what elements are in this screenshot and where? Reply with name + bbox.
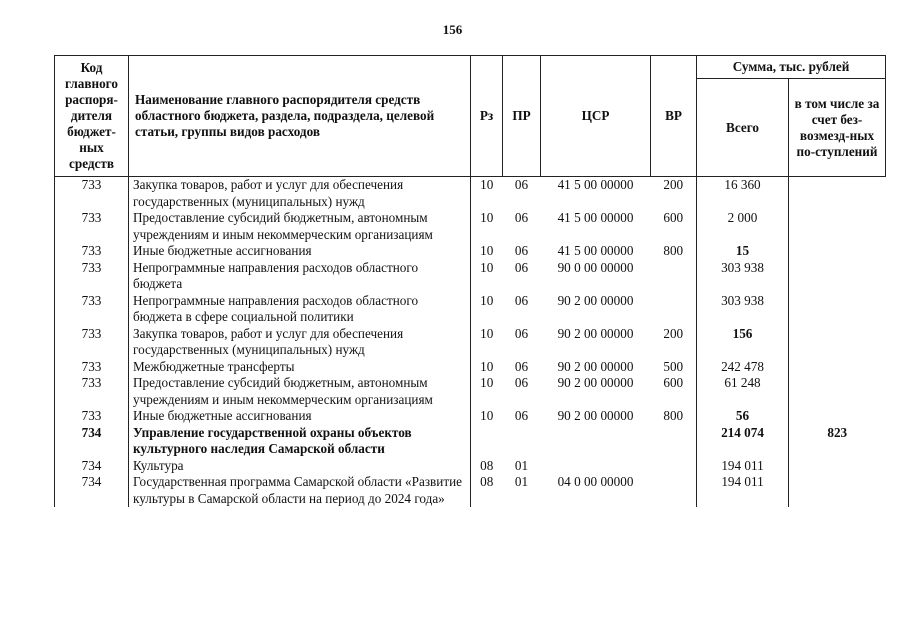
cell-vr: 800 bbox=[663, 408, 684, 423]
cell-free bbox=[789, 458, 886, 475]
table-row bbox=[55, 293, 886, 326]
cell-rz bbox=[471, 425, 503, 458]
cell-pr: 06 bbox=[514, 325, 529, 341]
table-row bbox=[55, 326, 886, 359]
cell-csr: 90 2 00 00000 bbox=[557, 325, 634, 341]
cell-csr: 90 2 00 00000 bbox=[557, 375, 634, 390]
cell-pr: 06 bbox=[514, 408, 529, 423]
cell-free bbox=[789, 359, 886, 376]
cell-csr: 41 5 00 00000 bbox=[557, 243, 634, 258]
cell-free bbox=[789, 260, 886, 293]
cell-vr bbox=[651, 474, 697, 507]
cell-name: Иные бюджетные ассигнования bbox=[129, 243, 471, 260]
cell-total: 16 360 bbox=[697, 177, 789, 211]
cell-free bbox=[789, 326, 886, 359]
cell-free: 823 bbox=[827, 424, 848, 440]
cell-vr: 500 bbox=[663, 358, 684, 374]
table-header bbox=[55, 56, 886, 177]
cell-pr: 06 bbox=[514, 243, 529, 258]
cell-rz: 08 bbox=[480, 457, 494, 473]
cell-code: 733 bbox=[55, 260, 129, 293]
table-row bbox=[55, 458, 886, 475]
cell-free bbox=[789, 408, 886, 425]
cell-vr bbox=[651, 425, 697, 458]
cell-pr: 06 bbox=[514, 292, 529, 308]
cell-vr: 200 bbox=[663, 325, 684, 341]
header-vr: ВР bbox=[651, 56, 697, 177]
cell-csr bbox=[541, 425, 651, 458]
cell-free bbox=[789, 177, 886, 211]
cell-name: Иные бюджетные ассигнования bbox=[129, 408, 471, 425]
cell-code: 734 bbox=[55, 458, 129, 475]
header-sum: Сумма, тыс. рублей bbox=[697, 56, 886, 79]
cell-name: Государственная программа Самарской области «Развитие культуры в Самарской области на период до 2024 года» bbox=[129, 474, 471, 507]
header-rz: Рз bbox=[471, 56, 503, 177]
cell-csr: 90 2 00 00000 bbox=[557, 408, 634, 423]
cell-rz: 10 bbox=[480, 358, 494, 374]
cell-rz: 10 bbox=[480, 243, 494, 258]
header-csr: ЦСР bbox=[541, 56, 651, 177]
table-row bbox=[55, 425, 886, 458]
cell-code: 733 bbox=[55, 359, 129, 376]
cell-total: 194 011 bbox=[697, 474, 789, 507]
cell-total: 15 bbox=[697, 243, 789, 260]
cell-pr: 06 bbox=[514, 177, 529, 192]
cell-pr bbox=[503, 425, 541, 458]
cell-rz: 10 bbox=[480, 210, 494, 225]
table-body bbox=[55, 177, 886, 508]
cell-csr: 04 0 00 00000 bbox=[557, 474, 634, 489]
cell-total: 194 011 bbox=[697, 458, 789, 475]
table-row bbox=[55, 210, 886, 243]
cell-code: 733 bbox=[55, 326, 129, 359]
cell-csr bbox=[541, 458, 651, 475]
cell-name: Непрограммные направления расходов областного бюджета bbox=[129, 260, 471, 293]
cell-rz: 10 bbox=[480, 259, 494, 275]
cell-code: 733 bbox=[55, 408, 129, 425]
cell-csr: 90 0 00 00000 bbox=[557, 259, 634, 275]
cell-name: Предоставление субсидий бюджетным, автономным учреждениям и иным некоммерческим организациям bbox=[129, 375, 471, 408]
cell-csr: 41 5 00 00000 bbox=[557, 210, 634, 225]
cell-code: 733 bbox=[55, 375, 129, 408]
cell-vr bbox=[651, 293, 697, 326]
cell-pr: 06 bbox=[514, 259, 529, 275]
cell-code: 734 bbox=[55, 425, 129, 458]
cell-pr: 06 bbox=[514, 358, 529, 374]
table-row bbox=[55, 408, 886, 425]
table-row bbox=[55, 359, 886, 376]
cell-total: 61 248 bbox=[697, 375, 789, 408]
cell-rz: 08 bbox=[480, 474, 494, 489]
cell-rz: 10 bbox=[480, 375, 494, 390]
cell-name: Предоставление субсидий бюджетным, автономным учреждениям и иным некоммерческим организациям bbox=[129, 210, 471, 243]
cell-name: Межбюджетные трансферты bbox=[129, 359, 471, 376]
cell-name: Закупка товаров, работ и услуг для обеспечения государственных (муниципальных) нужд bbox=[129, 326, 471, 359]
cell-pr: 01 bbox=[514, 457, 529, 473]
cell-csr: 90 2 00 00000 bbox=[557, 292, 634, 308]
cell-code: 734 bbox=[55, 474, 129, 507]
cell-name: Закупка товаров, работ и услуг для обеспечения государственных (муниципальных) нужд bbox=[129, 177, 471, 211]
cell-free bbox=[789, 375, 886, 408]
cell-vr bbox=[651, 458, 697, 475]
table-row bbox=[55, 260, 886, 293]
cell-rz: 10 bbox=[480, 292, 494, 308]
cell-free bbox=[789, 243, 886, 260]
cell-name: Культура bbox=[129, 458, 471, 475]
cell-code: 733 bbox=[55, 210, 129, 243]
cell-pr: 01 bbox=[514, 474, 529, 489]
cell-vr: 200 bbox=[663, 177, 684, 192]
cell-rz: 10 bbox=[480, 325, 494, 341]
cell-csr: 90 2 00 00000 bbox=[557, 358, 634, 374]
cell-free bbox=[789, 293, 886, 326]
header-pr: ПР bbox=[503, 56, 541, 177]
cell-vr: 800 bbox=[663, 243, 684, 258]
table-row bbox=[55, 177, 886, 211]
cell-total: 56 bbox=[697, 408, 789, 425]
cell-code: 733 bbox=[55, 177, 129, 211]
header-total: Всего bbox=[697, 79, 789, 177]
table-row bbox=[55, 474, 886, 507]
cell-total: 156 bbox=[697, 326, 789, 359]
table-row bbox=[55, 243, 886, 260]
cell-total: 303 938 bbox=[697, 260, 789, 293]
cell-csr: 41 5 00 00000 bbox=[557, 177, 634, 192]
cell-rz: 10 bbox=[480, 408, 494, 423]
cell-total: 303 938 bbox=[697, 293, 789, 326]
header-name: Наименование главного распорядителя средств областного бюджета, раздела, подраздела, целевой статьи, группы видов расходов bbox=[129, 56, 471, 177]
cell-total: 214 074 bbox=[697, 425, 789, 458]
cell-pr: 06 bbox=[514, 210, 529, 225]
page-number: 156 bbox=[442, 22, 463, 37]
table-row bbox=[55, 375, 886, 408]
cell-free bbox=[789, 474, 886, 507]
cell-free bbox=[789, 210, 886, 243]
header-free: в том числе за счет без-возмезд-ных по-ступлений bbox=[789, 79, 886, 177]
cell-name: Управление государственной охраны объектов культурного наследия Самарской области bbox=[129, 425, 471, 458]
cell-vr: 600 bbox=[663, 375, 684, 390]
cell-total: 2 000 bbox=[697, 210, 789, 243]
budget-table bbox=[54, 55, 886, 507]
cell-pr: 06 bbox=[514, 375, 529, 390]
cell-code: 733 bbox=[55, 293, 129, 326]
cell-name: Непрограммные направления расходов областного бюджета в сфере социальной политики bbox=[129, 293, 471, 326]
cell-total: 242 478 bbox=[697, 359, 789, 376]
cell-rz: 10 bbox=[480, 177, 494, 192]
cell-code: 733 bbox=[55, 243, 129, 260]
header-code: Код главного распоря-дителя бюджет-ных средств bbox=[55, 56, 129, 177]
cell-vr: 600 bbox=[663, 210, 684, 225]
cell-vr bbox=[651, 260, 697, 293]
